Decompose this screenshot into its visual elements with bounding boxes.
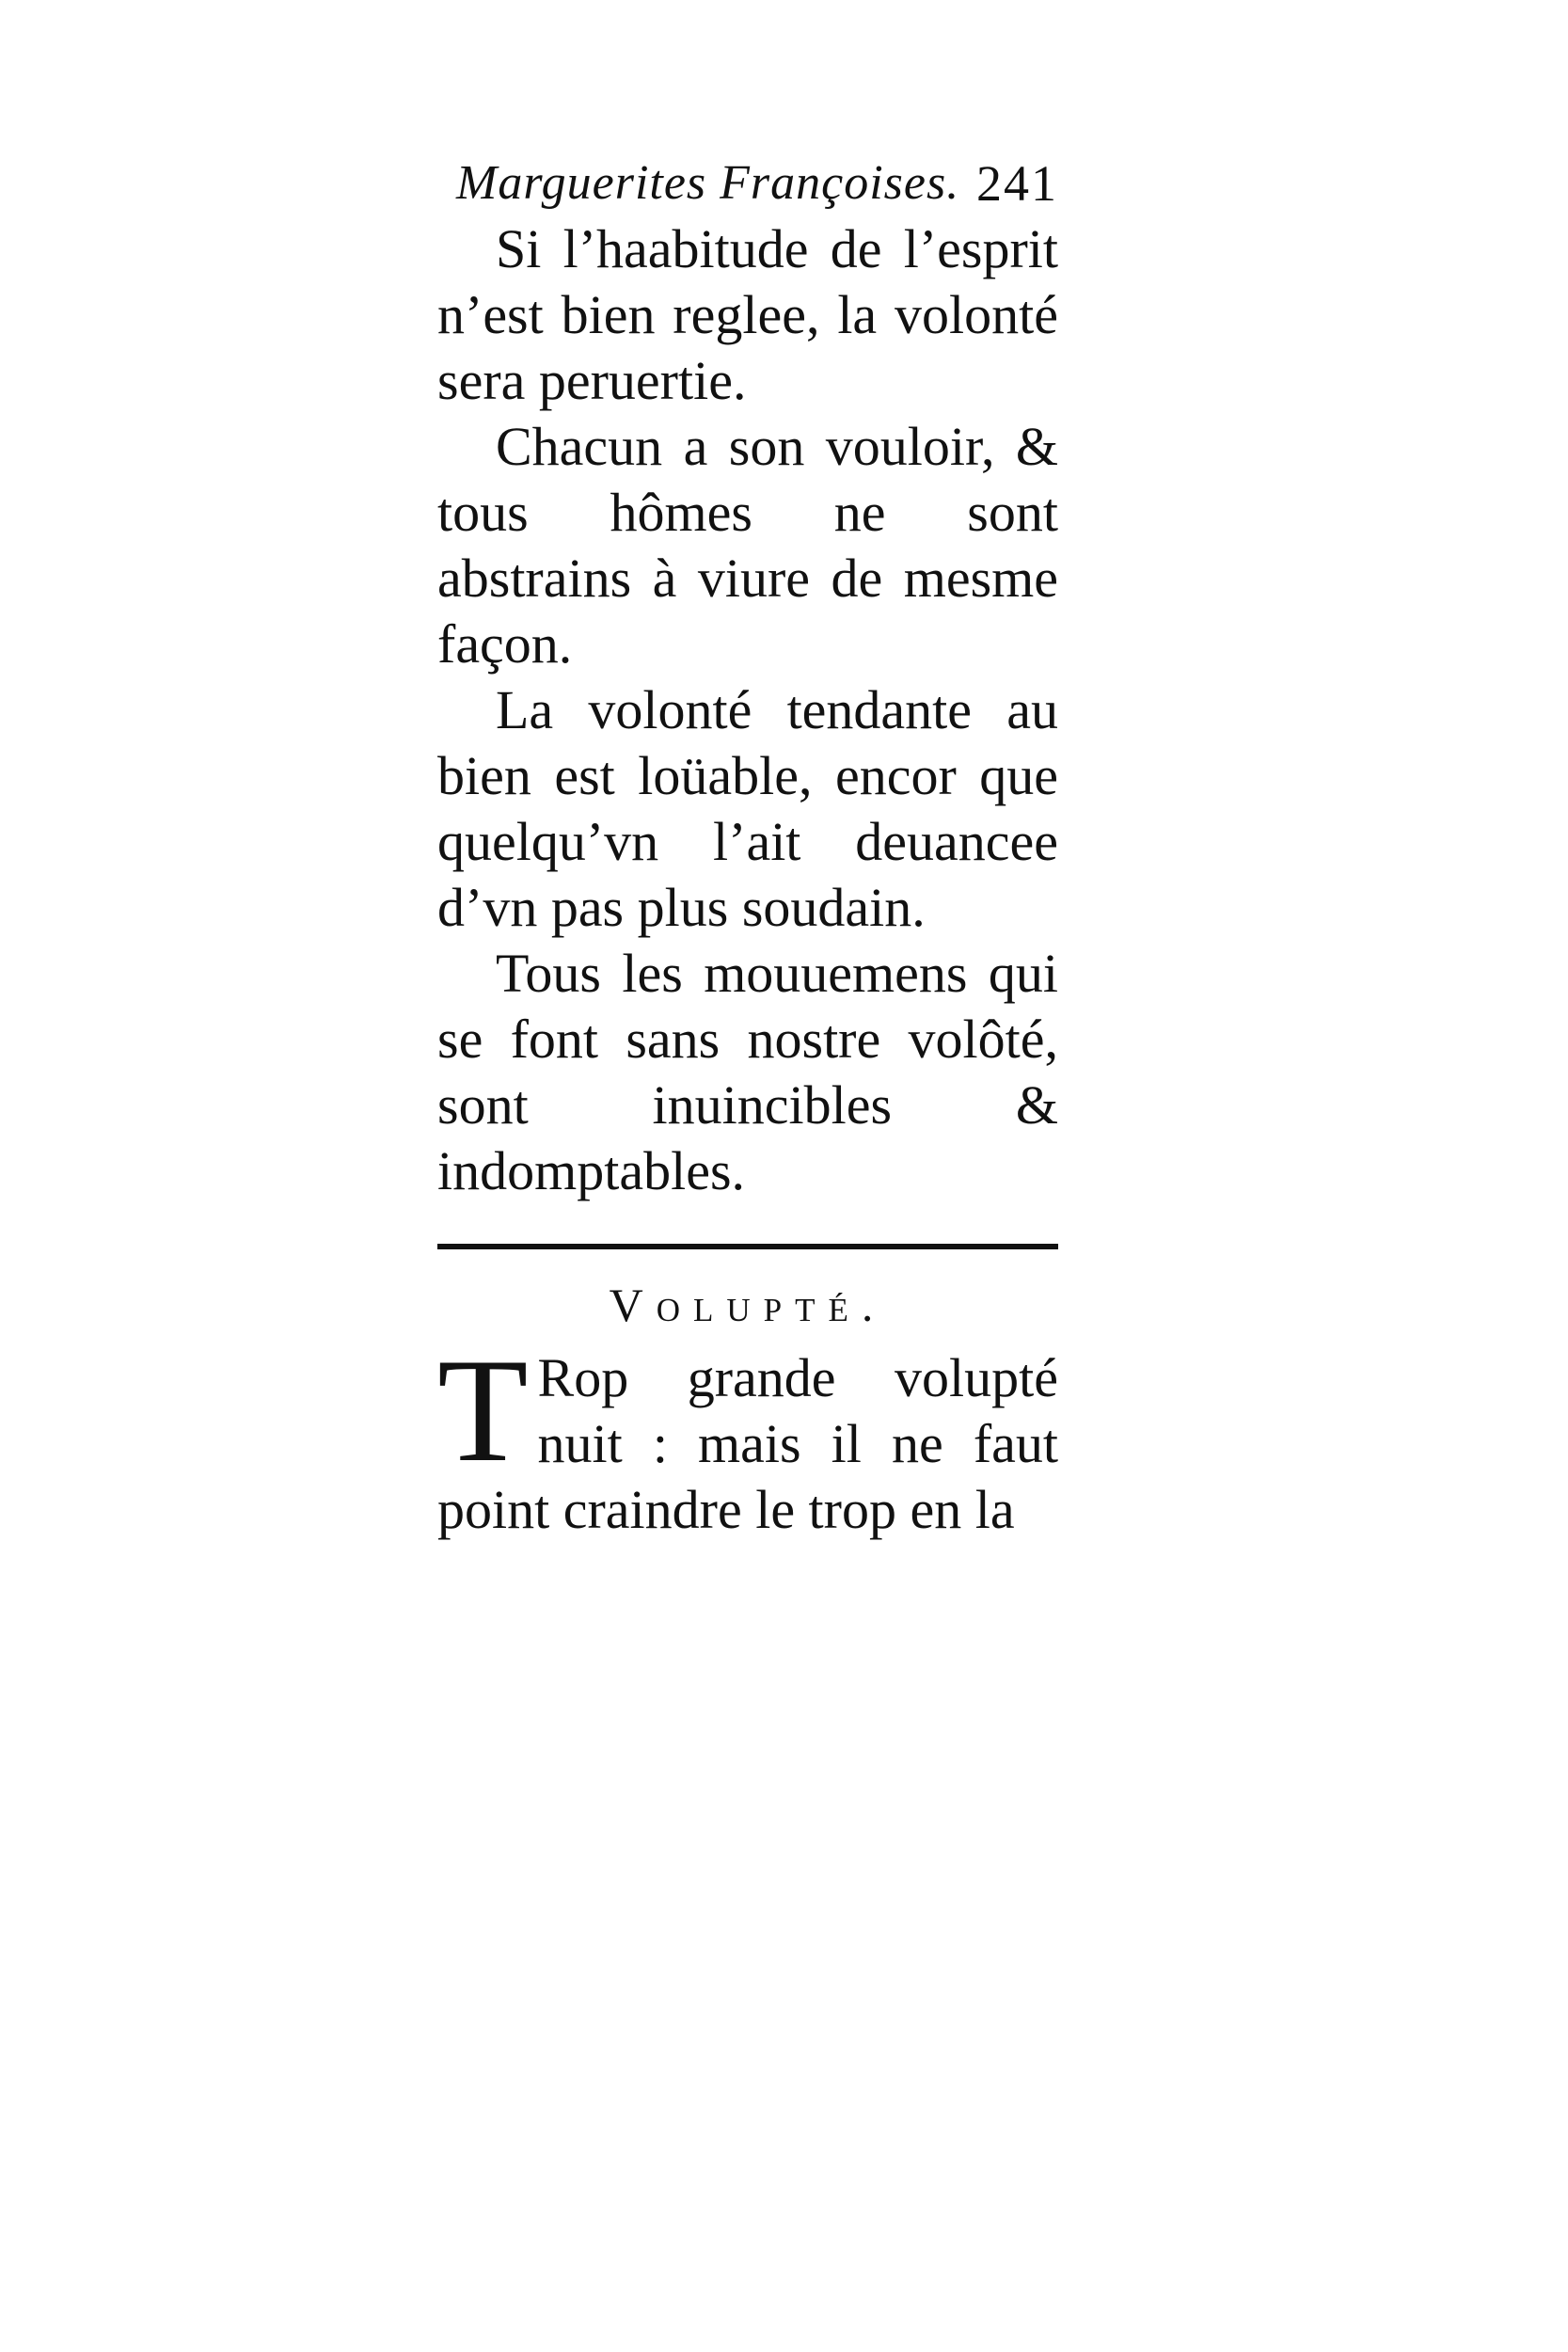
running-head	[437, 151, 1058, 216]
paragraph: La volonté tendante au bien est loüable, encor que quelqu’vn l’ait deuancee d’vn pas plus soudain.	[437, 679, 1058, 938]
section-heading: Volupté.	[609, 1279, 887, 1331]
running-title: Marguerites Françoises.	[456, 156, 960, 210]
page-number: 241	[976, 155, 1058, 212]
divider-rule	[437, 1244, 1058, 1249]
section-paragraph	[437, 1328, 1058, 1543]
paragraph: Si l’haabitude de l’esprit n’est bien reglee, la volonté sera peruertie.	[437, 218, 1058, 411]
paragraph: Chacun a son vouloir, & tous hômes ne sont abstrains à viure de mesme façon.	[437, 416, 1058, 675]
text-body	[437, 216, 1058, 1204]
page-text-block	[437, 151, 1058, 1543]
paragraph: Tous les mouuemens qui se font sans nostre volôté, sont inuincibles & indomptables.	[437, 943, 1058, 1201]
section-paragraph-text: Rop grande volupté nuit : mais il ne faut point craindre le trop en la	[437, 1347, 1058, 1540]
drop-cap: T	[437, 1328, 529, 1493]
section-divider	[437, 1204, 1058, 1261]
